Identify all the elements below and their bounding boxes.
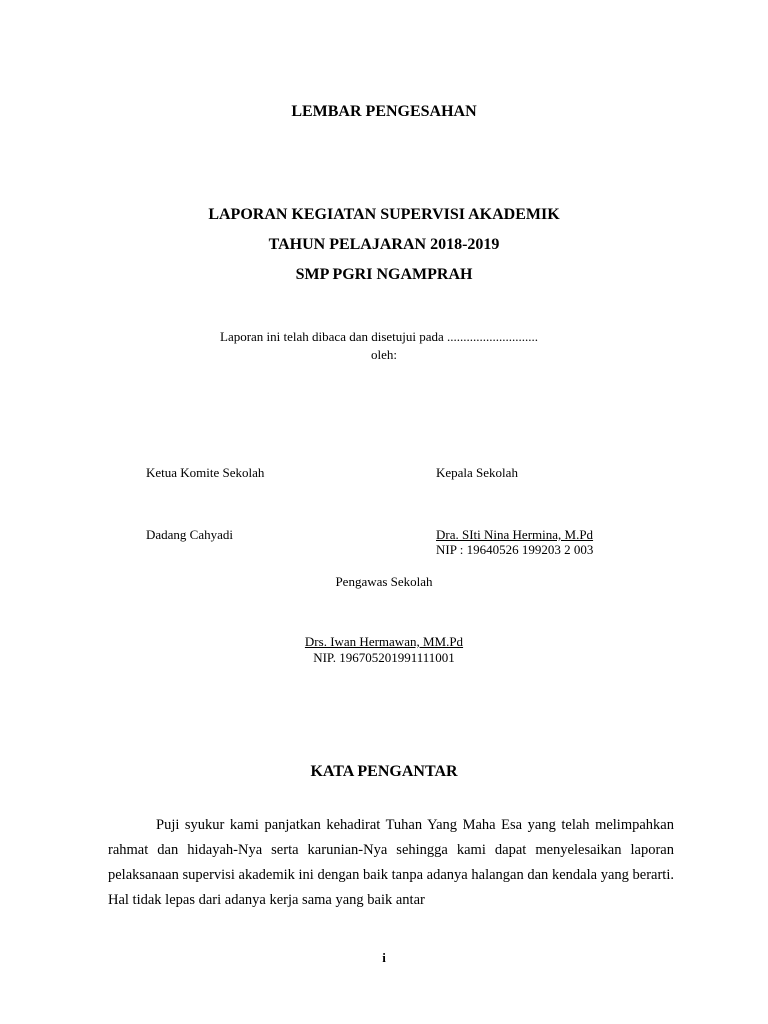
supervisor-nip: NIP. 196705201991111001 [313,650,455,665]
page-number: i [382,950,386,965]
academic-year: TAHUN PELAJARAN 2018-2019 [268,236,500,253]
school-name: SMP PGRI NGAMPRAH [295,266,473,283]
principal-nip: NIP : 19640526 199203 2 003 [436,542,594,557]
foreword-paragraph [108,813,674,913]
foreword-heading: KATA PENGANTAR [310,763,458,780]
principal-role: Kepala Sekolah [436,465,518,480]
committee-role: Ketua Komite Sekolah [146,465,265,480]
foreword-text: Puji syukur kami panjatkan kehadirat Tuhan Yang Maha Esa yang telah melimpahkan rahmat dan hidayah-Nya serta karunian-Nya sehingga kami dapat menyelesaikan laporan pelaksanaan supervisi akademik ini dengan baik tanpa adanya halangan dan kendala yang berarti. Hal tidak lepas dari adanya kerja sama yang baik antar [108,817,674,908]
approval-heading: LEMBAR PENGESAHAN [291,103,477,120]
by-label: oleh: [371,347,397,362]
report-title: LAPORAN KEGIATAN SUPERVISI AKADEMIK [208,206,560,223]
supervisor-name: Drs. Iwan Hermawan, MM.Pd [304,634,464,649]
read-statement: Laporan ini telah dibaca dan disetujui pada ............................ [220,329,539,344]
supervisor-role: Pengawas Sekolah [335,574,433,589]
principal-name: Dra. SIti Nina Hermina, M.Pd [436,527,594,542]
committee-name: Dadang Cahyadi [146,527,234,542]
